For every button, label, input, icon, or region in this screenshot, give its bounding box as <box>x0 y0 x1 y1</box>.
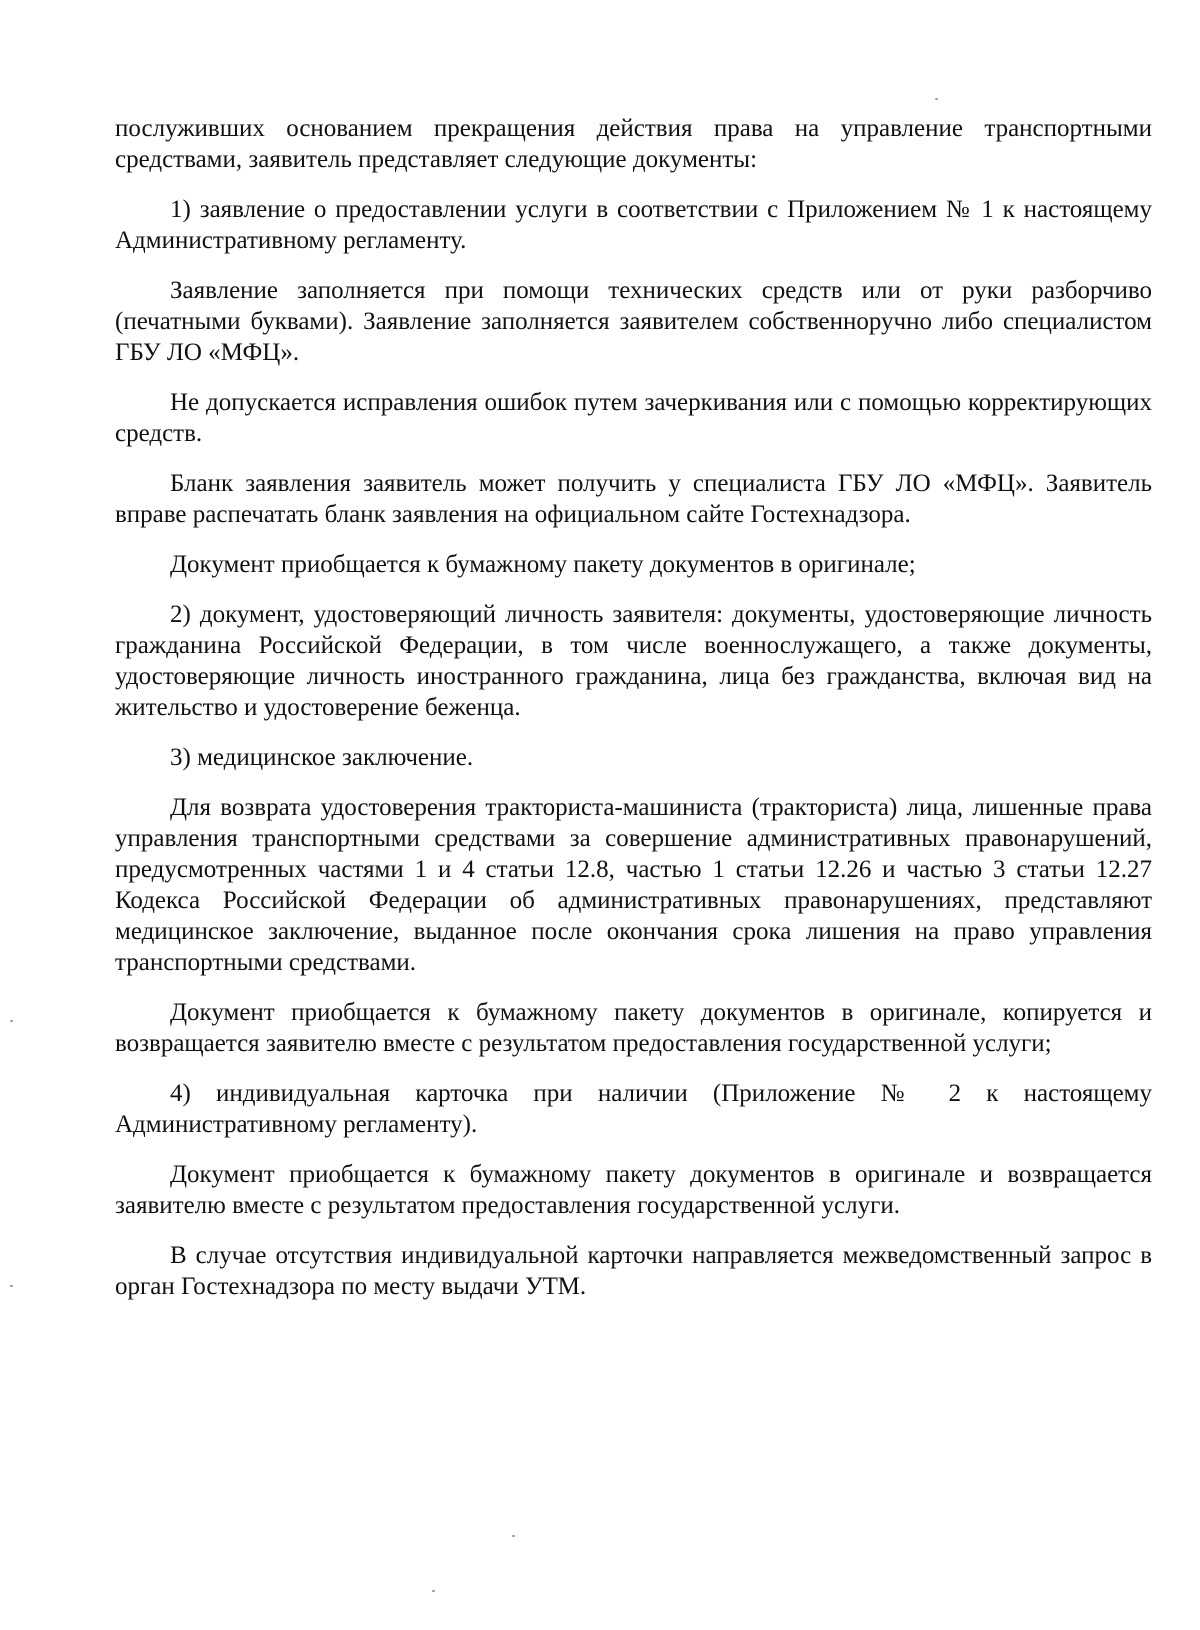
document-body <box>115 113 1152 1302</box>
paragraph-item-3: 3) медицинское заключение. <box>170 744 474 771</box>
paragraph-original-1: Документ приобщается к бумажному пакету документов в оригинале; <box>170 551 916 578</box>
paragraph-license-return: Для возврата удостоверения тракториста-машиниста (тракториста) лица, лишенные права управления транспортными средствами за совершение административных правонарушений, предусмотренных частями 1 и 4 статьи 12.8, частью 1 статьи 12.26 и частью 3 статьи 12.27 Кодекса Российской Федерации об административных правонарушениях, представляют медицинское заключение, выданное после окончания срока лишения на право управления транспортными средствами. <box>115 794 1152 976</box>
scan-speck <box>432 1590 435 1592</box>
paragraph-item-4: 4) индивидуальная карточка при наличии (Приложение № 2 к настоящему Административному регламенту). <box>115 1080 1152 1138</box>
paragraph-item-2: 2) документ, удостоверяющий личность заявителя: документы, удостоверяющие личность гражданина Российской Федерации, в том числе военнослужащего, а также документы, удостоверяющие личность иностранного гражданина, лица без гражданства, включая вид на жительство и удостоверение беженца. <box>115 601 1152 721</box>
paragraph-original-3: Документ приобщается к бумажному пакету документов в оригинале и возвращается заявителю вместе с результатом предоставления государственной услуги. <box>115 1161 1152 1219</box>
paragraph-form-filling: Заявление заполняется при помощи технических средств или от руки разборчиво (печатными буквами). Заявление заполняется заявителем собственноручно либо специалистом ГБУ ЛО «МФЦ». <box>115 277 1152 366</box>
scan-speck <box>935 98 938 100</box>
paragraph-blank-form: Бланк заявления заявитель может получить у специалиста ГБУ ЛО «МФЦ». Заявитель вправе распечатать бланк заявления на официальном сайте Гостехнадзора. <box>115 470 1152 528</box>
scan-speck <box>512 1535 515 1537</box>
scan-speck <box>10 1285 13 1287</box>
paragraph-item-1: 1) заявление о предоставлении услуги в соответствии с Приложением № 1 к настоящему Административному регламенту. <box>115 196 1152 254</box>
paragraph-intro: послуживших основанием прекращения действия права на управление транспортными средствами, заявитель представляет следующие документы: <box>115 115 1152 173</box>
scan-speck <box>10 1020 13 1022</box>
paragraph-interagency-request: В случае отсутствия индивидуальной карточки направляется межведомственный запрос в орган Гостехнадзора по месту выдачи УТМ. <box>115 1242 1152 1300</box>
paragraph-original-2: Документ приобщается к бумажному пакету документов в оригинале, копируется и возвращается заявителю вместе с результатом предоставления государственной услуги; <box>115 999 1152 1057</box>
paragraph-no-corrections: Не допускается исправления ошибок путем зачеркивания или с помощью корректирующих средств. <box>115 389 1152 447</box>
